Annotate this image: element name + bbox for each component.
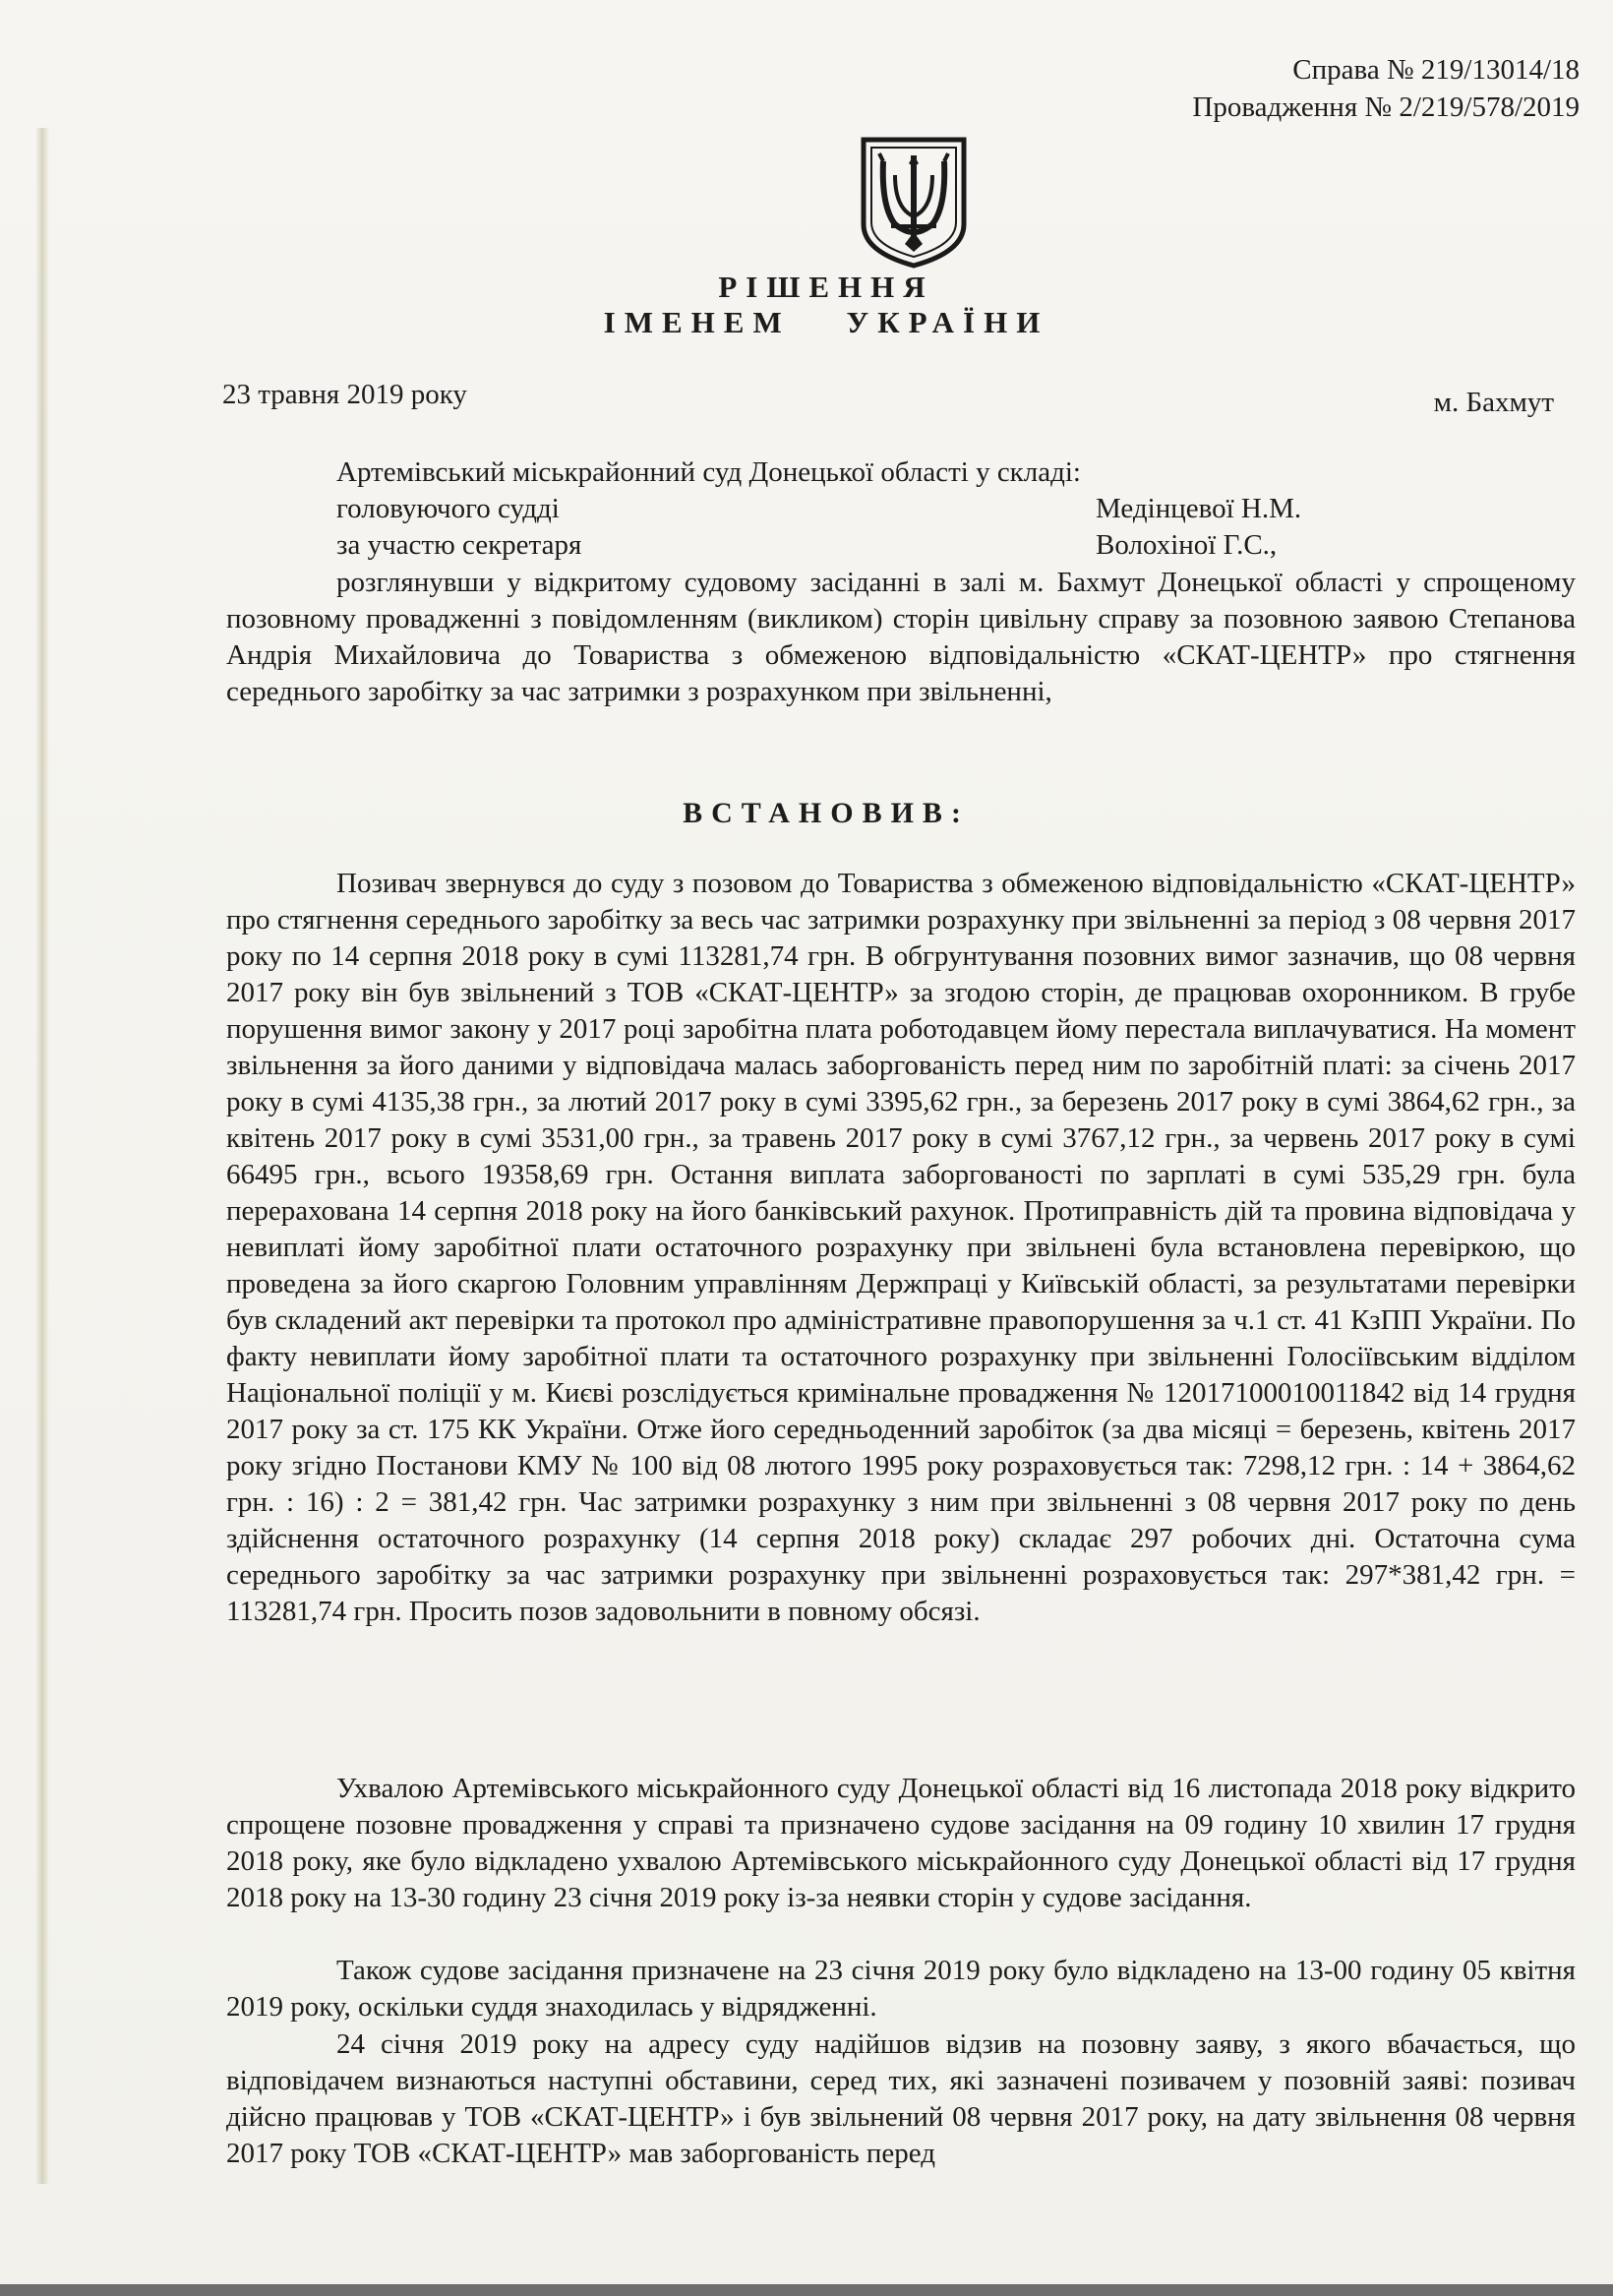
- decision-city: м. Бахмут: [1433, 387, 1554, 418]
- court-name-row: [336, 454, 1576, 491]
- scan-bottom-edge: [0, 2284, 1613, 2296]
- case-number: Справа № 219/13014/18: [1292, 54, 1580, 86]
- body-paragraph: Ухвалою Артемівського міськрайонного суду Донецької області від 16 листопада 2018 року відкрито спрощене позовне провадження у справі та призначено судове засідання на 09 годину 10 хвилин 17 грудня 2018 року, яке було відкладено ухвалою Артемівського міськрайонного суду Донецької області від 17 грудня 2018 року на 13-30 годину 23 січня 2019 року із-за неявки сторін у судове засідання.: [226, 1773, 1576, 1913]
- secretary-name: Волохіної Г.С.,: [1096, 529, 1278, 561]
- body-paragraph: 24 січня 2019 року на адресу суду надійшов відзив на позовну заяву, з якого вбачається, що відповідачем визнаються наступні обставини, серед тих, які зазначені позивачем у позовній заяві: позивач дійсно працював у ТОВ «СКАТ-ЦЕНТР» і був звільнений 08 червня 2017 року, на дату звільнення 08 червня 2017 року ТОВ «СКАТ-ЦЕНТР» мав заборгованість перед: [226, 2028, 1576, 2169]
- case-info: [1192, 51, 1580, 126]
- intro-paragraph: розглянувши у відкритому судовому засіданні в залі м. Бахмут Донецької області у спрощеному позовному провадженні з повідомленням (викликом) сторін цивільну справу за позовною заявою Степанова Андрія Михайловича до Товариства з обмеженою відповідальністю «СКАТ-ЦЕНТР» про стягнення середнього заробітку за час затримки з розрахунком при звільненні,: [226, 567, 1576, 707]
- body-paragraph: Також судове засідання призначене на 23 січня 2019 року було відкладено на 13-00 годину 05 квітня 2019 року, оскільки суддя знаходилась у відрядженні.: [226, 1955, 1576, 2023]
- secretary-label: за участю секретаря: [336, 529, 582, 561]
- proceeding-number: Провадження № 2/219/578/2019: [1192, 91, 1580, 123]
- decision-title: РІШЕННЯ: [718, 270, 934, 304]
- decision-subtitle: ІМЕНЕМ УКРАЇНИ: [603, 305, 1049, 339]
- secretary-row: [336, 527, 1576, 564]
- judge-name: Медінцевої Н.М.: [1096, 493, 1302, 524]
- scan-left-edge: [35, 128, 49, 2184]
- court-composition: [336, 454, 1576, 564]
- judge-label: головуючого судді: [336, 493, 560, 524]
- court-name: Артемівський міськрайонний суд Донецької області у складі:: [336, 456, 1081, 488]
- trident-coat-of-arms-icon: [856, 134, 972, 270]
- established-heading: ВСТАНОВИВ:: [683, 797, 970, 829]
- decision-date: 23 травня 2019 року: [222, 379, 467, 410]
- judge-row: [336, 491, 1576, 527]
- body-paragraph: Позивач звернувся до суду з позовом до Товариства з обмеженою відповідальністю «СКАТ-ЦЕНТР» про стягнення середнього заробітку за весь час затримки розрахунку при звільненні за період з 08 червня 2017 року по 14 серпня 2018 року в сумі 113281,74 грн. В обгрунтування позовних вимог зазначив, що 08 червня 2017 року він був звільнений з ТОВ «СКАТ-ЦЕНТР» за згодою сторін, де працював охоронником. В грубе порушення вимог закону у 2017 році заробітна плата роботодавцем йому перестала виплачуватися. На момент звільнення за його даними у відповідача малась заборгованість перед ним по заробітній платі: за січень 2017 року в сумі 4135,38 грн., за лютий 2017 року в сумі 3395,62 грн., за березень 2017 року в сумі 3864,62 грн., за квітень 2017 року в сумі 3531,00 грн., за травень 2017 року в сумі 3767,12 грн., за червень 2017 року в сумі 66495 грн., всього 19358,69 грн. Остання виплата заборгованості по зарплаті в сумі 535,29 грн. була перерахована 14 серпня 2018 року на його банківський рахунок. Протиправність дій та провина відповідача у невиплаті йому заробітної плати остаточного розрахунку при звільнені була встановлена перевіркою, що проведена за його скаргою Головним управлінням Держпраці у Київській області, за результатами перевірки був складений акт перевірки та протокол про адміністративне правопорушення за ч.1 ст. 41 КзПП України. По факту невиплати йому заробітної плати та остаточного розрахунку при звільненні Голосіївським відділом Національної поліції у м. Києві розслідується кримінальне провадження № 12017100010011842 від 14 грудня 2017 року за ст. 175 КК України. Отже його середньоденний заробіток (за два місяці = березень, квітень 2017 року згідно Постанови КМУ № 100 від 08 лютого 1995 року розраховується так: 7298,12 грн. : 14 + 3864,62 грн. : 16) : 2 = 381,42 грн. Час затримки розрахунку з ним при звільненні з 08 червня 2017 року по день здійснення остаточного розрахунку (14 серпня 2018 року) складає 297 робочих дні. Остаточна сума середнього заробітку за час затримки розрахунку при звільненні розраховується так: 297*381,42 грн. = 113281,74 грн. Просить позов задовольнити в повному обсязі.: [226, 868, 1576, 1627]
